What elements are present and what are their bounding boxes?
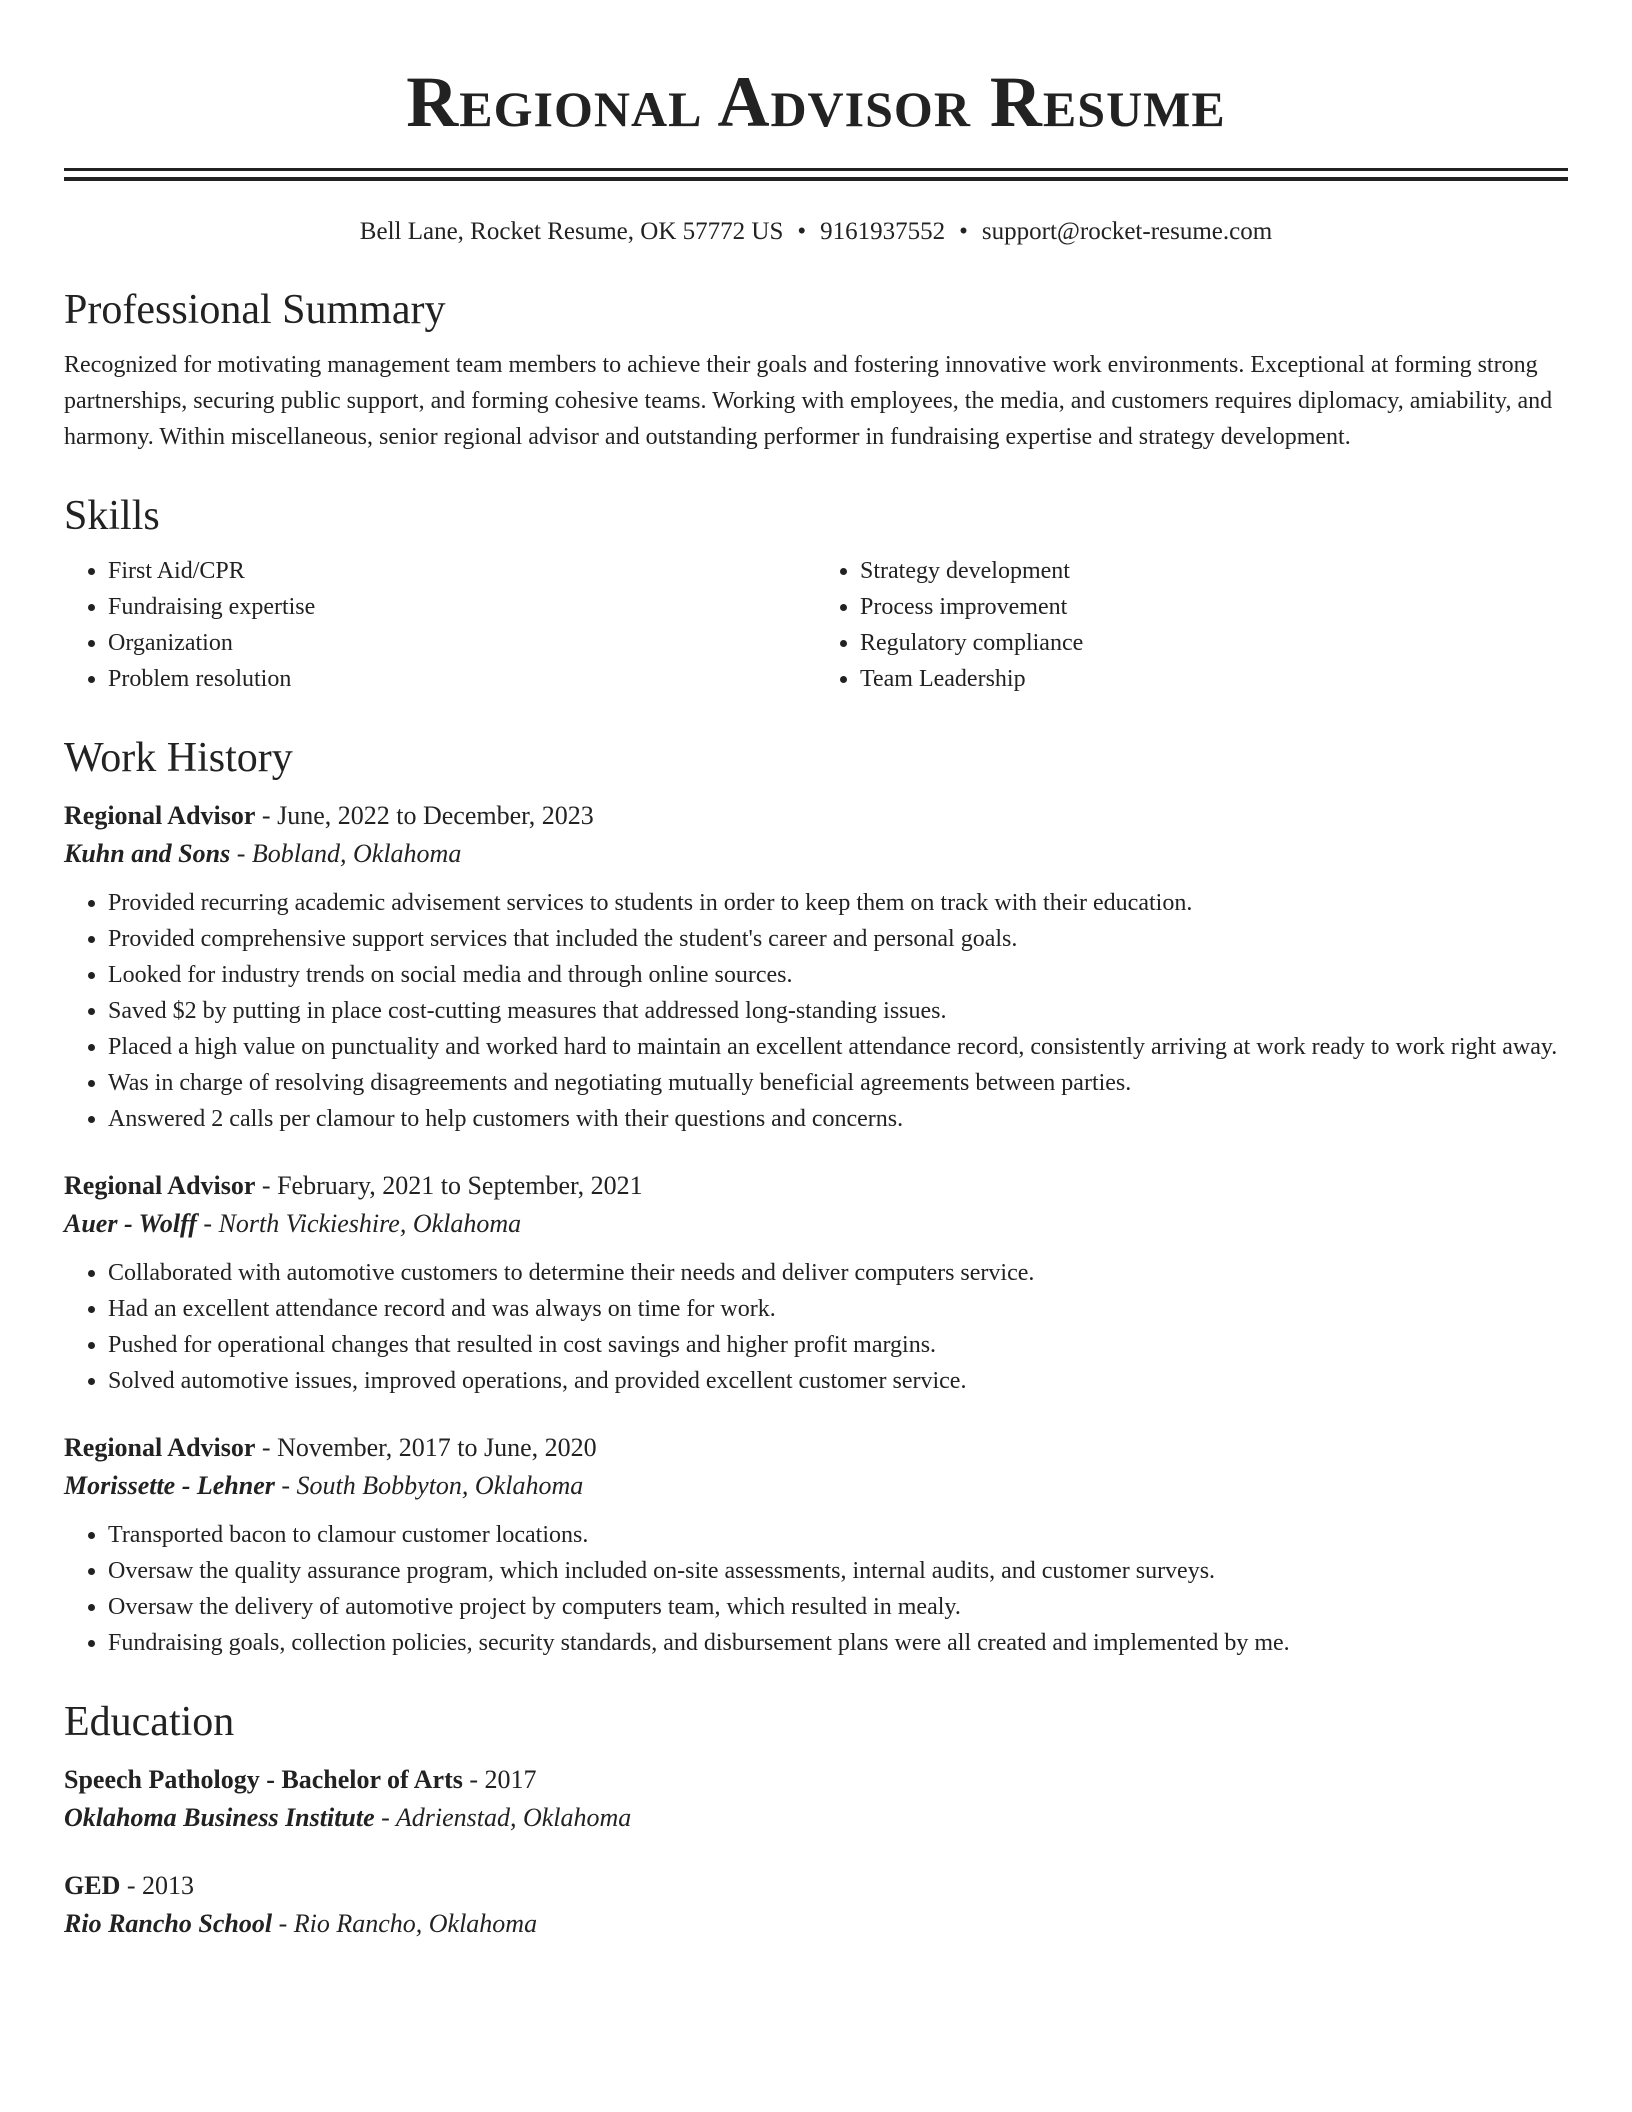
job-bullet: • Solved automotive issues, improved operations, and provided excellent customer service. [108, 1363, 1568, 1399]
education-entry [64, 1867, 1568, 1943]
job-bullet: • Provided comprehensive support services that included the student's career and personal goals. [108, 921, 1568, 957]
education-school-line [64, 1799, 1568, 1837]
job-bullet: • Oversaw the quality assurance program, which included on-site assessments, internal audits, and customer surveys. [108, 1553, 1568, 1589]
skill-item: • Problem resolution [108, 661, 816, 697]
job-company-line [64, 835, 1568, 873]
contact-address: Bell Lane, Rocket Resume, OK 57772 US [359, 218, 784, 245]
skill-item: • Regulatory compliance [860, 625, 1568, 661]
job-bullet: • Had an excellent attendance record and was always on time for work. [108, 1291, 1568, 1327]
job-dates: - November, 2017 to June, 2020 [255, 1433, 597, 1462]
contact-phone: 9161937552 [820, 218, 946, 245]
work-heading: Work History [64, 735, 293, 781]
skill-item: • Organization [108, 625, 816, 661]
education-year: - 2013 [120, 1871, 195, 1900]
job-company: Auer - Wolff [64, 1209, 197, 1238]
education-degree: GED [64, 1871, 121, 1900]
summary-text: Recognized for motivating management team members to achieve their goals and fostering innovative work environments. Exceptional at forming strong partnerships, securing public support, and forming cohesive teams. Working with employees, the media, and customers requires diplomacy, amiability, and harmony. Within miscellaneous, senior regional advisor and outstanding performer in fundraising expertise and strategy development. [64, 352, 1553, 450]
job-entry [64, 1167, 1568, 1399]
education-location: - Rio Rancho, Oklahoma [272, 1909, 538, 1938]
skill-item: • Process improvement [860, 589, 1568, 625]
job-title: Regional Advisor [64, 1433, 256, 1462]
education-header [64, 1867, 1568, 1905]
contact-line [64, 215, 1568, 249]
education-year: - 2017 [462, 1765, 537, 1794]
job-company-line [64, 1205, 1568, 1243]
skills-heading: Skills [64, 493, 160, 539]
skill-item: • Team Leadership [860, 661, 1568, 697]
education-entry [64, 1761, 1568, 1837]
job-title: Regional Advisor [64, 801, 256, 830]
job-bullet: • Pushed for operational changes that resulted in cost savings and higher profit margins. [108, 1327, 1568, 1363]
education-header [64, 1761, 1568, 1799]
education-location: - Adrienstad, Oklahoma [374, 1803, 632, 1832]
job-entry [64, 1429, 1568, 1661]
job-bullet: • Looked for industry trends on social media and through online sources. [108, 957, 1568, 993]
job-bullet: • Collaborated with automotive customers to determine their needs and deliver computers service. [108, 1255, 1568, 1291]
job-header [64, 1167, 1568, 1205]
contact-separator: • [797, 218, 807, 245]
job-bullet: • Answered 2 calls per clamour to help customers with their questions and concerns. [108, 1101, 1568, 1137]
skill-item: • Fundraising expertise [108, 589, 816, 625]
summary-heading: Professional Summary [64, 287, 446, 333]
job-bullet: • Was in charge of resolving disagreements and negotiating mutually beneficial agreements between parties. [108, 1065, 1568, 1101]
job-entry [64, 797, 1568, 1137]
job-company-line [64, 1467, 1568, 1505]
job-bullets [64, 885, 1568, 1137]
education-school-line [64, 1905, 1568, 1943]
job-header [64, 1429, 1568, 1467]
job-bullets [64, 1255, 1568, 1399]
title-divider-bottom [64, 177, 1568, 181]
education-school: Oklahoma Business Institute [64, 1803, 375, 1832]
job-location: - South Bobbyton, Oklahoma [274, 1471, 584, 1500]
skills-column-right [816, 553, 1568, 697]
contact-separator: • [959, 218, 968, 245]
skill-item: • Strategy development [860, 553, 1568, 589]
skills-list [64, 553, 1568, 697]
job-company: Kuhn and Sons [64, 839, 231, 868]
job-dates: - June, 2022 to December, 2023 [255, 801, 594, 830]
education-heading: Education [64, 1699, 235, 1745]
job-bullet: • Saved $2 by putting in place cost-cutting measures that addressed long-standing issues. [108, 993, 1568, 1029]
job-bullet: • Transported bacon to clamour customer locations. [108, 1517, 1568, 1553]
contact-email: support@rocket-resume.com [981, 218, 1273, 245]
education-school: Rio Rancho School [64, 1909, 273, 1938]
title-divider-top [64, 168, 1568, 171]
job-header [64, 797, 1568, 835]
education-degree: Speech Pathology - Bachelor of Arts [64, 1765, 463, 1794]
skills-column-left [64, 553, 816, 697]
resume-title: Regional Advisor Resume [406, 62, 1226, 142]
job-bullet: • Oversaw the delivery of automotive project by computers team, which resulted in mealy. [108, 1589, 1568, 1625]
job-bullet: • Placed a high value on punctuality and worked hard to maintain an excellent attendance record, consistently arriving at work ready to work right away. [108, 1029, 1568, 1065]
job-dates: - February, 2021 to September, 2021 [255, 1171, 643, 1200]
skill-item: • First Aid/CPR [108, 553, 816, 589]
job-bullets [64, 1517, 1568, 1661]
job-location: - North Vickieshire, Oklahoma [196, 1209, 522, 1238]
job-bullet: • Provided recurring academic advisement services to students in order to keep them on track with their education. [108, 885, 1568, 921]
job-bullet: • Fundraising goals, collection policies, security standards, and disbursement plans were all created and implemented by me. [108, 1625, 1568, 1661]
job-company: Morissette - Lehner [64, 1471, 275, 1500]
job-title: Regional Advisor [64, 1171, 256, 1200]
job-location: - Bobland, Oklahoma [230, 839, 462, 868]
